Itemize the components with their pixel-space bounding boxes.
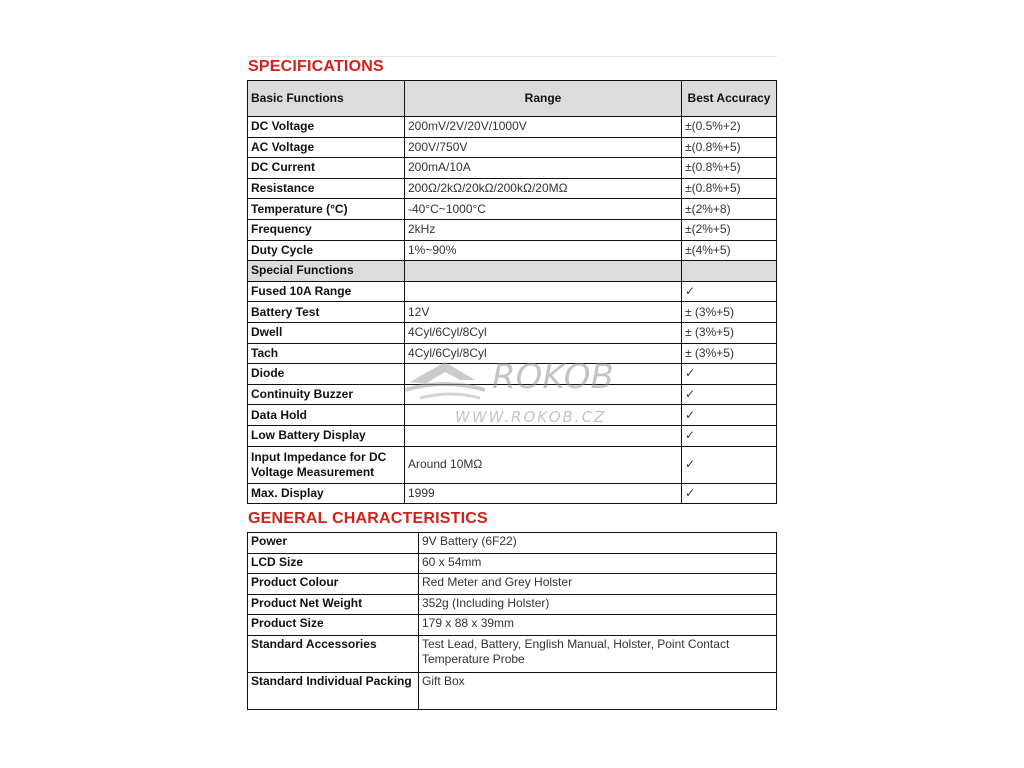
spec-range-cell: 1%~90% [405,240,682,261]
watermark-brand: ROKOB [492,357,614,397]
spec-function-cell: Data Hold [248,405,405,426]
general-value-cell: Test Lead, Battery, English Manual, Holster, Point Contact Temperature Probe [419,635,777,672]
spec-range-cell: 200Ω/2kΩ/20kΩ/200kΩ/20MΩ [405,178,682,199]
spec-row [248,483,777,504]
spec-accuracy-cell: ± (3%+5) [682,322,777,343]
spec-function-cell: Resistance [248,178,405,199]
header-range: Range [405,81,682,117]
spec-function-cell: Input Impedance for DC Voltage Measurement [248,446,405,483]
spec-accuracy-cell: ±(2%+8) [682,199,777,220]
spec-function-cell: Low Battery Display [248,425,405,446]
spec-range-cell: 1999 [405,483,682,504]
spec-function-cell: Fused 10A Range [248,281,405,302]
special-functions-empty-cell [682,261,777,282]
spec-accuracy-cell: ± (3%+5) [682,302,777,323]
spec-row [248,322,777,343]
spec-range-cell: 4Cyl/6Cyl/8Cyl [405,343,682,364]
special-functions-header-row [248,261,777,282]
spec-row [248,137,777,158]
header-best-accuracy: Best Accuracy [682,81,777,117]
rokob-watermark [400,342,640,432]
spec-accuracy-cell: ✓ [682,483,777,504]
spec-accuracy-cell: ✓ [682,446,777,483]
spec-accuracy-cell: ±(0.5%+2) [682,117,777,138]
general-value-cell: 352g (Including Holster) [419,594,777,615]
spec-accuracy-cell: ✓ [682,281,777,302]
spec-function-cell: DC Voltage [248,117,405,138]
spec-row [248,117,777,138]
spec-function-cell: Frequency [248,219,405,240]
spec-range-cell: 200mV/2V/20V/1000V [405,117,682,138]
general-characteristics-table [247,532,777,710]
spec-accuracy-cell: ✓ [682,425,777,446]
spec-accuracy-cell: ✓ [682,364,777,385]
spec-accuracy-cell: ±(4%+5) [682,240,777,261]
spec-function-cell: Diode [248,364,405,385]
general-row [248,553,777,574]
spec-range-cell: 200V/750V [405,137,682,158]
general-row [248,672,777,709]
spec-row [248,302,777,323]
spec-function-cell: Continuity Buzzer [248,384,405,405]
top-divider [247,56,777,57]
spec-row [248,219,777,240]
spec-range-cell: 12V [405,302,682,323]
general-value-cell: Red Meter and Grey Holster [419,574,777,595]
spec-function-cell: Duty Cycle [248,240,405,261]
general-value-cell: 9V Battery (6F22) [419,533,777,554]
spec-range-cell: -40°C~1000°C [405,199,682,220]
spec-range-cell [405,281,682,302]
specifications-table [247,80,777,504]
spec-range-cell: 2kHz [405,219,682,240]
spec-function-cell: DC Current [248,158,405,179]
general-value-cell: 60 x 54mm [419,553,777,574]
general-row [248,574,777,595]
watermark-url: WWW.ROKOB.CZ [455,408,607,426]
spec-row [248,158,777,179]
general-row [248,533,777,554]
general-row [248,594,777,615]
spec-row [248,199,777,220]
general-value-cell: Gift Box [419,672,777,709]
spec-row [248,446,777,483]
general-label-cell: Product Size [248,615,419,636]
spec-row [248,178,777,199]
spec-accuracy-cell: ±(0.8%+5) [682,158,777,179]
spec-function-cell: Max. Display [248,483,405,504]
general-row [248,635,777,672]
general-label-cell: Standard Individual Packing [248,672,419,709]
general-label-cell: Product Colour [248,574,419,595]
general-label-cell: Power [248,533,419,554]
spec-range-cell: 200mA/10A [405,158,682,179]
spec-accuracy-cell: ± (3%+5) [682,343,777,364]
spec-accuracy-cell: ✓ [682,405,777,426]
general-characteristics-title: GENERAL CHARACTERISTICS [248,510,488,527]
general-row [248,615,777,636]
header-basic-functions: Basic Functions [248,81,405,117]
general-label-cell: LCD Size [248,553,419,574]
spec-accuracy-cell: ±(2%+5) [682,219,777,240]
mountain-logo-icon [410,362,475,384]
spec-function-cell: Tach [248,343,405,364]
special-functions-empty-cell [405,261,682,282]
specifications-title: SPECIFICATIONS [248,58,384,75]
general-label-cell: Standard Accessories [248,635,419,672]
general-label-cell: Product Net Weight [248,594,419,615]
specifications-header-row [248,81,777,117]
spec-function-cell: Temperature (°C) [248,199,405,220]
spec-function-cell: Battery Test [248,302,405,323]
spec-range-cell: 4Cyl/6Cyl/8Cyl [405,322,682,343]
spec-function-cell: AC Voltage [248,137,405,158]
general-value-cell: 179 x 88 x 39mm [419,615,777,636]
special-functions-heading: Special Functions [248,261,405,282]
spec-row [248,240,777,261]
spec-accuracy-cell: ±(0.8%+5) [682,137,777,158]
spec-function-cell: Dwell [248,322,405,343]
spec-accuracy-cell: ✓ [682,384,777,405]
spec-accuracy-cell: ±(0.8%+5) [682,178,777,199]
spec-range-cell: Around 10MΩ [405,446,682,483]
spec-row [248,281,777,302]
